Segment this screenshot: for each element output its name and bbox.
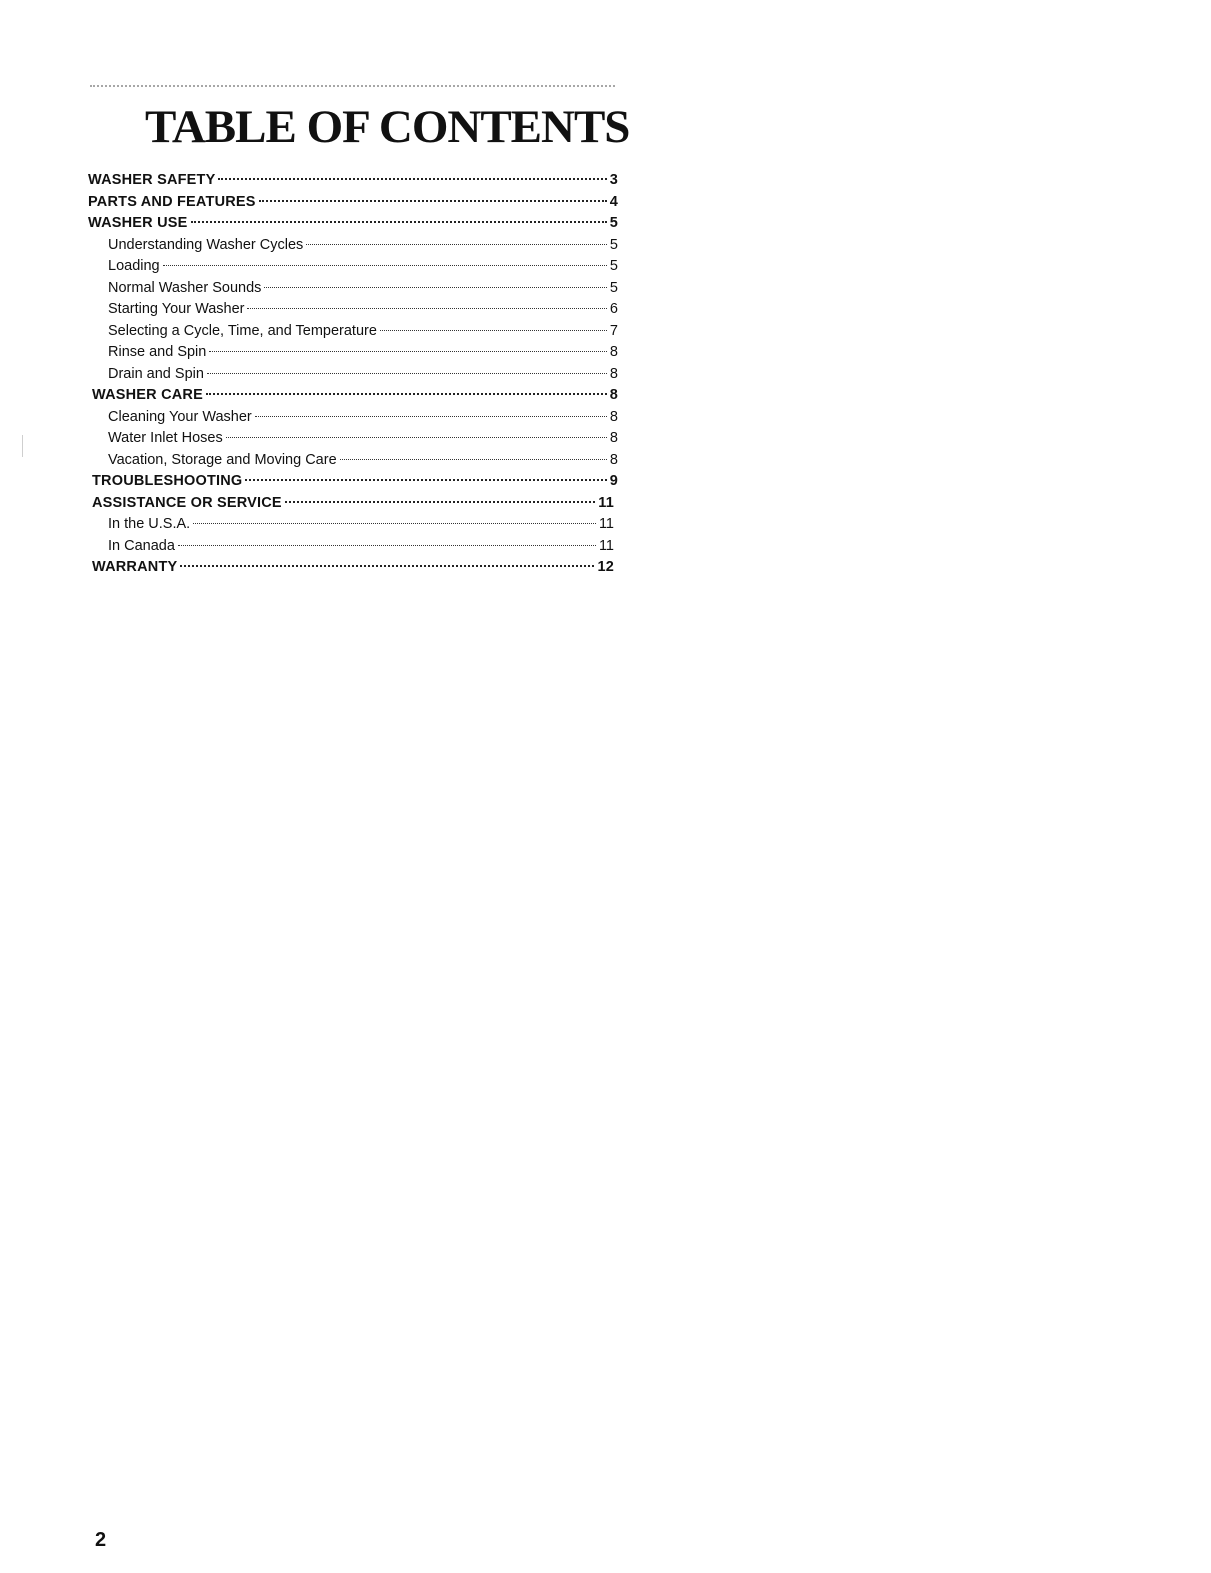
dot-leader — [180, 565, 594, 567]
toc-entry-assistance-or-service[interactable] — [88, 493, 618, 515]
toc-entry-label: Normal Washer Sounds — [108, 279, 262, 296]
toc-entry-label: Drain and Spin — [108, 365, 204, 382]
toc-subentry-drain-and-spin[interactable] — [88, 364, 618, 386]
dot-leader — [193, 523, 596, 524]
toc-entry-warranty[interactable] — [88, 557, 618, 579]
toc-entry-page: 12 — [597, 559, 614, 575]
toc-entry-washer-use[interactable] — [88, 213, 618, 235]
toc-subentry-rinse-and-spin[interactable] — [88, 342, 618, 364]
toc-entry-page: 9 — [609, 473, 618, 489]
toc-entry-page: 5 — [609, 279, 618, 296]
toc-entry-label: Loading — [108, 258, 160, 274]
toc-entry-page: 8 — [609, 451, 618, 468]
toc-entry-page: 4 — [609, 193, 618, 210]
page-number: 2 — [95, 1529, 107, 1551]
toc-entry-label: WASHER SAFETY — [88, 172, 216, 188]
toc-entry-page: 5 — [609, 236, 618, 253]
dot-leader — [245, 479, 606, 481]
dot-leader — [226, 437, 607, 438]
toc-entry-label: PARTS AND FEATURES — [88, 193, 256, 210]
page-title: TABLE OF CONTENTS — [145, 101, 630, 153]
toc-list — [88, 170, 618, 579]
toc-entry-label: Cleaning Your Washer — [108, 408, 252, 425]
toc-subentry-cleaning-your-washer[interactable] — [88, 407, 618, 429]
toc-entry-parts-and-features[interactable] — [88, 192, 618, 214]
toc-subentry-understanding-washer-cycles[interactable] — [88, 235, 618, 257]
toc-subentry-in-canada[interactable] — [88, 536, 618, 558]
toc-entry-page: 6 — [609, 301, 618, 317]
dot-leader — [380, 330, 607, 331]
toc-entry-label: Selecting a Cycle, Time, and Temperature — [108, 322, 377, 339]
dot-leader — [191, 221, 607, 223]
toc-entry-page: 5 — [609, 215, 618, 231]
toc-entry-page: 11 — [598, 537, 614, 554]
toc-entry-page: 8 — [609, 344, 618, 360]
dot-leader — [209, 351, 607, 352]
toc-subentry-starting-your-washer[interactable] — [88, 299, 618, 321]
toc-entry-page: 8 — [609, 430, 618, 446]
toc-entry-page: 8 — [609, 365, 618, 382]
toc-entry-page: 11 — [598, 516, 614, 532]
toc-entry-label: In the U.S.A. — [108, 516, 191, 532]
header-dotted-rule — [90, 85, 615, 87]
toc-entry-label: TROUBLESHOOTING — [92, 473, 243, 489]
toc-entry-page: 7 — [609, 322, 618, 339]
toc-subentry-vacation-storage-moving[interactable] — [88, 450, 618, 472]
toc-entry-page: 8 — [609, 387, 618, 403]
toc-entry-washer-safety[interactable] — [88, 170, 618, 192]
dot-leader — [207, 373, 607, 374]
toc-subentry-selecting-cycle[interactable] — [88, 321, 618, 343]
dot-leader — [178, 545, 596, 546]
toc-entry-page: 3 — [609, 172, 618, 188]
toc-entry-label: ASSISTANCE OR SERVICE — [92, 494, 282, 511]
dot-leader — [247, 308, 606, 309]
toc-entry-label: WARRANTY — [92, 559, 178, 575]
toc-entry-label: Understanding Washer Cycles — [108, 236, 304, 253]
dot-leader — [306, 244, 607, 245]
dot-leader — [255, 416, 607, 417]
toc-entry-troubleshooting[interactable] — [88, 471, 618, 493]
toc-entry-label: In Canada — [108, 537, 175, 554]
toc-entry-label: Starting Your Washer — [108, 301, 245, 317]
dot-leader — [340, 459, 607, 460]
toc-entry-label: WASHER CARE — [92, 387, 203, 403]
toc-entry-page: 11 — [598, 494, 614, 511]
toc-entry-label: Water Inlet Hoses — [108, 430, 223, 446]
dot-leader — [285, 501, 595, 503]
toc-subentry-in-the-usa[interactable] — [88, 514, 618, 536]
dot-leader — [259, 200, 607, 202]
toc-subentry-normal-washer-sounds[interactable] — [88, 278, 618, 300]
toc-entry-page: 8 — [609, 408, 618, 425]
toc-entry-page: 5 — [609, 258, 618, 274]
toc-entry-label: Vacation, Storage and Moving Care — [108, 451, 337, 468]
toc-entry-label: Rinse and Spin — [108, 344, 207, 360]
toc-subentry-water-inlet-hoses[interactable] — [88, 428, 618, 450]
dot-leader — [163, 265, 607, 266]
margin-mark — [22, 435, 23, 457]
dot-leader — [206, 393, 607, 395]
toc-entry-label: WASHER USE — [88, 215, 188, 231]
toc-entry-washer-care[interactable] — [88, 385, 618, 407]
dot-leader — [264, 287, 607, 288]
dot-leader — [218, 178, 606, 180]
toc-subentry-loading[interactable] — [88, 256, 618, 278]
